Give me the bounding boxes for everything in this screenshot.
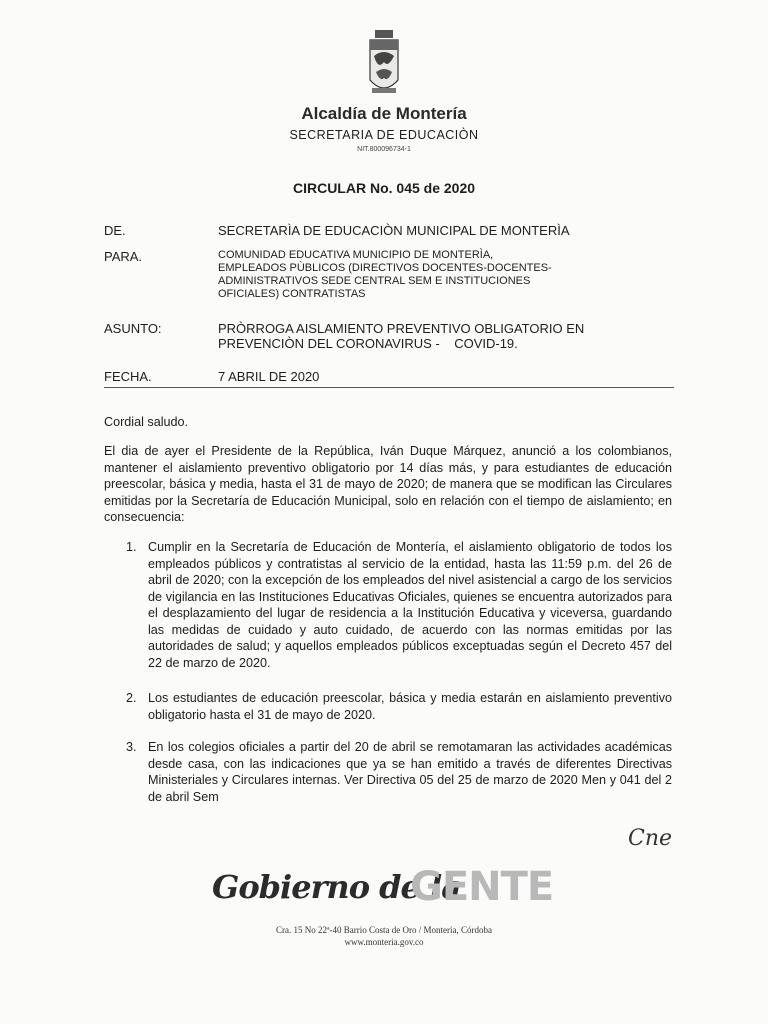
list-item-number: 3. xyxy=(126,740,137,754)
date-value: 7 ABRIL DE 2020 xyxy=(218,369,320,384)
to-line: ADMINISTRATIVOS SEDE CENTRAL SEM E INSTITUCIONES xyxy=(218,275,531,287)
subject-value xyxy=(218,321,618,351)
circular-title: CIRCULAR No. 045 de 2020 xyxy=(292,180,476,196)
nit-number: NIT.800096734-1 xyxy=(357,146,411,153)
list-item-number: 2. xyxy=(126,691,137,705)
department-name: SECRETARIA DE EDUCACIÒN xyxy=(289,128,479,142)
brand-word-text: GENTE xyxy=(410,864,554,910)
list-item-text: En los colegios oficiales a partir del 20 de abril se remotamaran las actividades académicas desde casa, con las indicaciones que ya se han emitido a través de diferentes Directivas Ministeriales y Circulares internas. Ver Directiva 05 del 25 de marzo de 2020 Men y 041 del 2 de abril Sem xyxy=(148,740,672,804)
header-divider xyxy=(104,387,674,388)
to-line: EMPLEADOS PÙBLICOS (DIRECTIVOS DOCENTES-DOCENTES- xyxy=(218,262,552,274)
to-label: PARA. xyxy=(104,249,143,264)
coat-of-arms-seal xyxy=(366,28,402,100)
list-item-text: Cumplir en la Secretaría de Educación de Montería, el aislamiento obligatorio de todos los empleados públicos y contratistas al servicio de la entidad, hasta las 11:59 p.m. del 26 de abril de 2020; con la excepción de los empleados del nivel asistencial a cargo de los servicios de vigilancia en las Instituciones Educativas Oficiales, quienes se encuentra autorizados para el desplazamiento del lugar de residencia a la Institución Educativa y viceversa, guardando las medidas de cuidado y auto cuidado, de acuerdo con las normas emitidas por las autoridades de salud; y aquellos empleados públicos exceptuadas según el Decreto 457 del 22 de marzo de 2020. xyxy=(148,540,672,670)
footer-website: www.monteria.gov.co xyxy=(344,937,424,947)
greeting: Cordial saludo. xyxy=(104,415,189,429)
list-item-number: 1. xyxy=(126,540,137,554)
handwritten-initials: Cne xyxy=(628,826,673,851)
from-value: SECRETARÌA DE EDUCACIÒN MUNICIPAL DE MONTERÌA xyxy=(218,223,570,238)
to-line: COMUNIDAD EDUCATIVA MUNICIPIO DE MONTERÌA, xyxy=(218,249,494,261)
footer-address: Cra. 15 No 22ª-40 Barrio Costa de Oro / Montería, Córdoba xyxy=(276,925,492,935)
brand-logo xyxy=(212,860,572,924)
brand-script-text: Gobierno de la xyxy=(212,868,461,906)
institution-title: Alcaldía de Montería xyxy=(301,104,467,123)
intro-paragraph: El dia de ayer el Presidente de la República, Iván Duque Márquez, anunció a los colombianos, mantener el aislamiento preventivo obligatorio por 14 días más, y para estudiantes de educación preescolar, básica y media, hasta el 31 de mayo de 2020; de manera que se modifican las Circulares emitidas por la Secretaría de Educación Municipal, solo en relación con el tiempo de aislamiento; en consecuencia: xyxy=(104,444,672,524)
list-item-text: Los estudiantes de educación preescolar, básica y media estarán en aislamiento preventivo obligatorio hasta el 31 de mayo de 2020. xyxy=(148,691,672,722)
to-line: OFICIALES) CONTRATISTAS xyxy=(218,288,366,300)
subject-line: PRÒRROGA AISLAMIENTO PREVENTIVO OBLIGATORIO EN xyxy=(218,321,585,336)
subject-label: ASUNTO: xyxy=(104,321,162,336)
date-label: FECHA. xyxy=(104,369,152,384)
from-label: DE. xyxy=(104,223,126,238)
to-value xyxy=(218,249,618,301)
subject-line: PREVENCIÒN DEL CORONAVIRUS - COVID-19. xyxy=(218,336,518,351)
